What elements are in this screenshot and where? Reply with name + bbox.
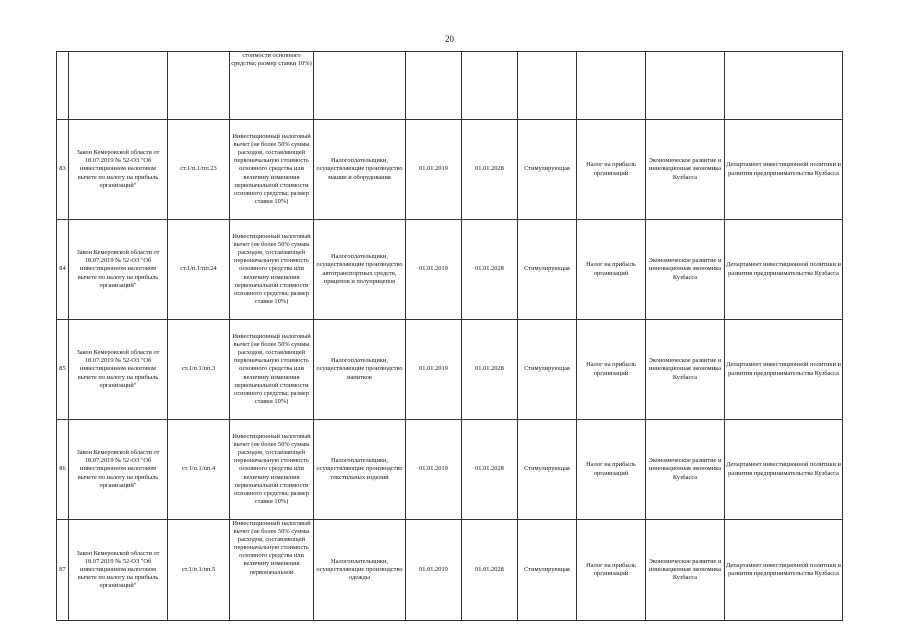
cell-curator: Департамент инвестиционной политики и развития предпринимательства Кузбасса <box>725 320 843 420</box>
cell-tax: Налог на прибыль организаций <box>577 220 646 320</box>
cell-benefit: Инвестиционный налоговый вычет (не более 50% суммы расходов, составляющей первоначальную стоимость основного средства или величину изменения первоначальной стоимости основного средства; размер ставки 10%) <box>230 220 314 320</box>
cell-curator: Департамент инвестиционной политики и развития предпринимательства Кузбасса <box>725 420 843 520</box>
cell-tax: Налог на прибыль организаций <box>577 420 646 520</box>
cell-num: 83 <box>57 120 69 220</box>
cell-end-date: 01.01.2028 <box>462 420 518 520</box>
table-row-continuation <box>57 52 843 120</box>
tax-benefits-table <box>56 51 843 621</box>
cell-end-date: 01.01.2028 <box>462 220 518 320</box>
cell-end-date: 01.01.2028 <box>462 520 518 621</box>
cell-type: Стимулирующая <box>518 320 577 420</box>
cell-program <box>646 52 725 120</box>
cell-start-date: 01.01.2019 <box>406 420 462 520</box>
table-row <box>57 520 843 621</box>
cell-law: Закон Кемеровской области от 18.07.2019 № 52-ОЗ "Об инвестиционном налоговом вычете по налогу на прибыль организаций" <box>69 320 168 420</box>
cell-end-date <box>462 52 518 120</box>
cell-benefit: стоимости основного средства; размер ставки 10%) <box>230 52 314 120</box>
cell-num: 84 <box>57 220 69 320</box>
cell-type: Стимулирующая <box>518 420 577 520</box>
cell-recipients: Налогоплательщики, осуществляющие производство текстильных изделий <box>314 420 406 520</box>
cell-program: Экономическое развитие и инновационная экономика Кузбасса <box>646 320 725 420</box>
cell-program: Экономическое развитие и инновационная экономика Кузбасса <box>646 120 725 220</box>
cell-article: ст.1/п.1/пп.24 <box>168 220 230 320</box>
cell-type <box>518 52 577 120</box>
cell-num: 85 <box>57 320 69 420</box>
table-row <box>57 120 843 220</box>
cell-benefit: Инвестиционный налоговый вычет (не более 50% суммы расходов, составляющей первоначальную стоимость основного средства или величину изменения первоначальной стоимости основного средства; размер ставки 10%) <box>230 120 314 220</box>
cell-law: Закон Кемеровской области от 18.07.2019 № 52-ОЗ "Об инвестиционном налоговом вычете по налогу на прибыль организаций" <box>69 120 168 220</box>
cell-start-date <box>406 52 462 120</box>
cell-curator: Департамент инвестиционной политики и развития предпринимательства Кузбасса <box>725 120 843 220</box>
cell-law <box>69 52 168 120</box>
cell-law: Закон Кемеровской области от 18.07.2019 № 52-ОЗ "Об инвестиционном налоговом вычете по налогу на прибыль организаций" <box>69 220 168 320</box>
cell-type: Стимулирующая <box>518 120 577 220</box>
table-row <box>57 420 843 520</box>
page-number: 20 <box>445 34 454 44</box>
cell-benefit: Инвестиционный налоговый вычет (не более 50% суммы расходов, составляющей первоначальную стоимость основного средства или величину изменения первоначальной стоимости основного средства; размер ставки 10%) <box>230 320 314 420</box>
cell-recipients: Налогоплательщики, осуществляющие производство напитков <box>314 320 406 420</box>
cell-benefit: Инвестиционный налоговый вычет (не более 50% суммы расходов, составляющей первоначальную стоимость основного средства или величину изменения первоначальной <box>230 520 314 621</box>
cell-num: 87 <box>57 520 69 621</box>
cell-tax <box>577 52 646 120</box>
cell-article: ст.1/п.1/пп.3 <box>168 320 230 420</box>
cell-article: ст.1/п.1/пп.23 <box>168 120 230 220</box>
cell-curator: Департамент инвестиционной политики и развития предпринимательства Кузбасса <box>725 220 843 320</box>
cell-end-date: 01.01.2028 <box>462 120 518 220</box>
cell-benefit: Инвестиционный налоговый вычет (не более 50% суммы расходов, составляющей первоначальную стоимость основного средства или величину изменения первоначальной стоимости основного средства; размер ставки 10%) <box>230 420 314 520</box>
cell-article <box>168 52 230 120</box>
cell-recipients: Налогоплательщики, осуществляющие производство одежды <box>314 520 406 621</box>
cell-program: Экономическое развитие и инновационная экономика Кузбасса <box>646 220 725 320</box>
cell-program: Экономическое развитие и инновационная экономика Кузбасса <box>646 520 725 621</box>
cell-recipients <box>314 52 406 120</box>
cell-end-date: 01.01.2028 <box>462 320 518 420</box>
cell-program: Экономическое развитие и инновационная экономика Кузбасса <box>646 420 725 520</box>
cell-start-date: 01.01.2019 <box>406 220 462 320</box>
cell-type: Стимулирующая <box>518 520 577 621</box>
cell-recipients: Налогоплательщики, осуществляющие производство автотранспортных средств, прицепов и полуприцепов <box>314 220 406 320</box>
table-row <box>57 220 843 320</box>
cell-num <box>57 52 69 120</box>
cell-curator: Департамент инвестиционной политики и развития предпринимательства Кузбасса <box>725 520 843 621</box>
cell-law: Закон Кемеровской области от 18.07.2019 № 52-ОЗ "Об инвестиционном налоговом вычете по налогу на прибыль организаций" <box>69 420 168 520</box>
cell-tax: Налог на прибыль организаций <box>577 320 646 420</box>
cell-curator <box>725 52 843 120</box>
cell-article: ст.1/п.1/пп.4 <box>168 420 230 520</box>
cell-article: ст.1/п.1/пп.5 <box>168 520 230 621</box>
cell-start-date: 01.01.2019 <box>406 120 462 220</box>
cell-start-date: 01.01.2019 <box>406 320 462 420</box>
cell-tax: Налог на прибыль организаций <box>577 520 646 621</box>
table-row <box>57 320 843 420</box>
cell-start-date: 01.01.2019 <box>406 520 462 621</box>
cell-type: Стимулирующая <box>518 220 577 320</box>
cell-num: 86 <box>57 420 69 520</box>
cell-law: Закон Кемеровской области от 18.07.2019 № 52-ОЗ "Об инвестиционном налоговом вычете по налогу на прибыль организаций" <box>69 520 168 621</box>
cell-recipients: Налогоплательщики, осуществляющие производство машин и оборудования <box>314 120 406 220</box>
cell-tax: Налог на прибыль организаций <box>577 120 646 220</box>
